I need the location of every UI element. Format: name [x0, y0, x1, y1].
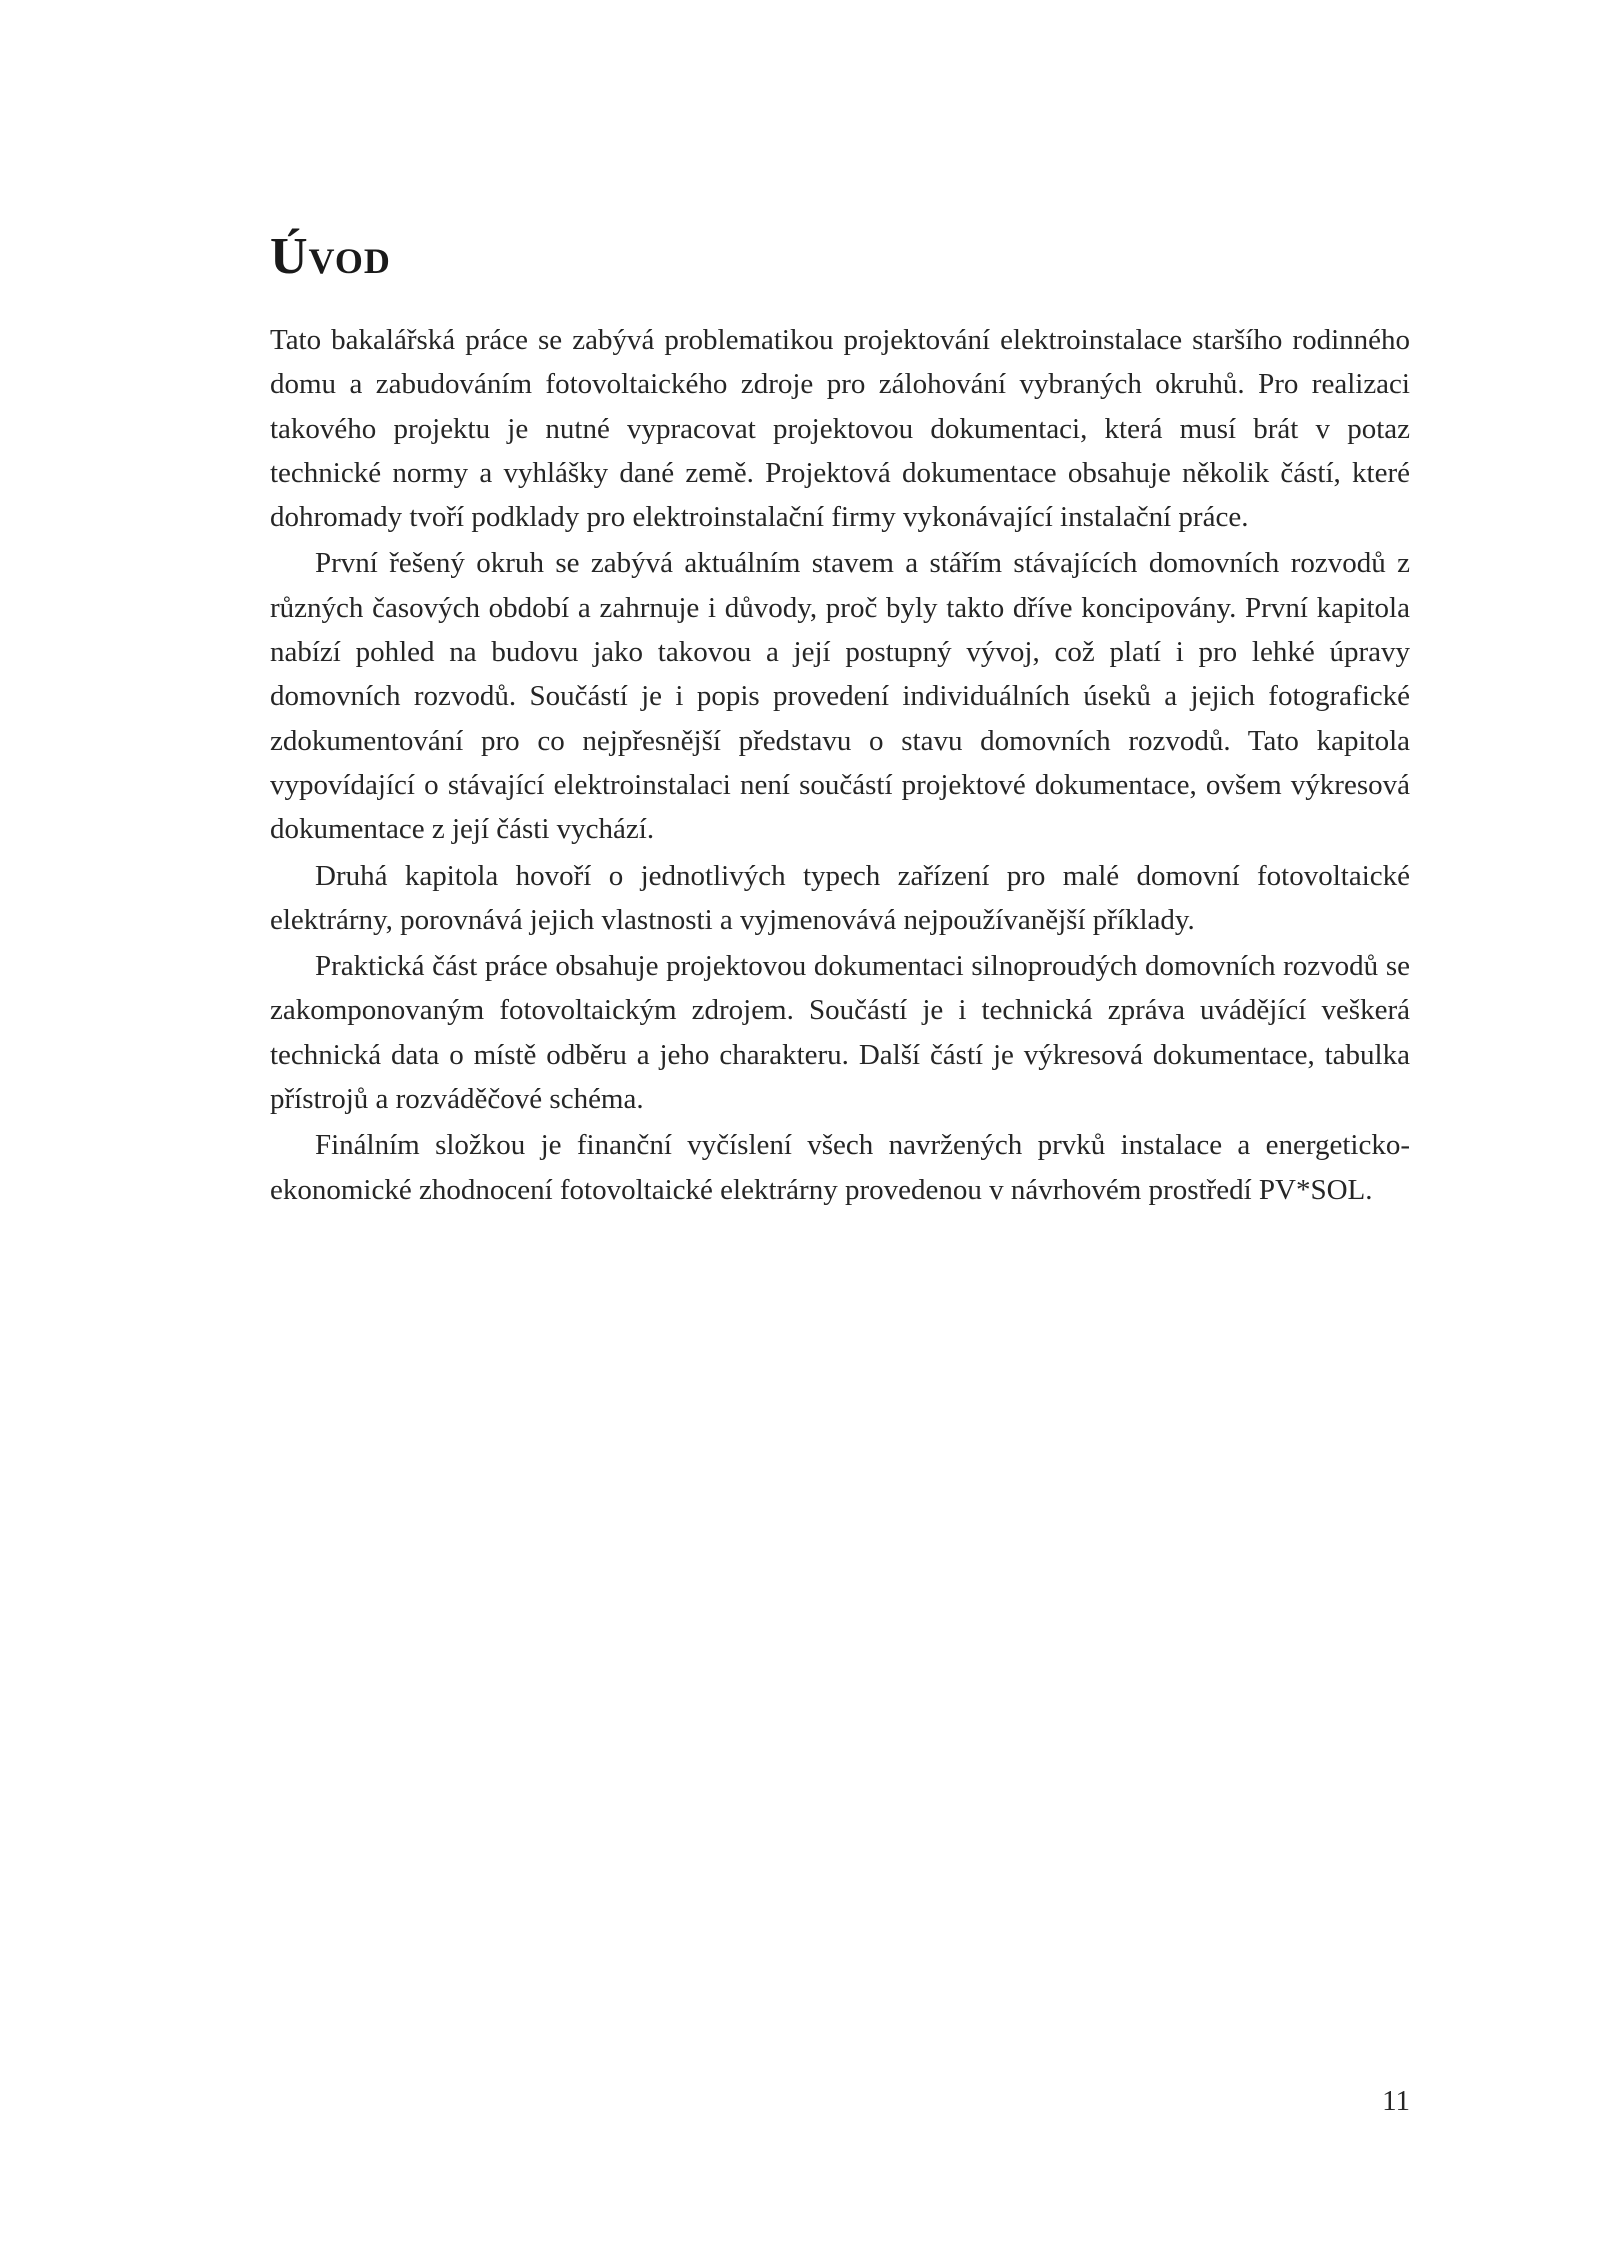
paragraph-4: Praktická část práce obsahuje projektovou dokumentaci silnoproudých domovních rozvodů se zakomponovaným fotovoltaickým zdrojem. Součástí je i technická zpráva uvádějící veškerá technická data o místě odběru a jeho charakteru. Další částí je výkresová dokumentace, tabulka přístrojů a rozváděčové schéma. — [270, 950, 1410, 1116]
paragraph-3: Druhá kapitola hovoří o jednotlivých typech zařízení pro malé domovní fotovoltaické elektrárny, porovnává jejich vlastnosti a vyjmenovává nejpoužívanější příklady. — [270, 859, 1410, 936]
page-title: Úvod — [270, 228, 391, 285]
paragraph-2: První řešený okruh se zabývá aktuálním stavem a stářím stávajících domovních rozvodů z různých časových období a zahrnuje i důvody, proč byly takto dříve koncipovány. První kapitola nabízí pohled na budovu jako takovou a její postupný vývoj, což platí i pro lehké úpravy domovních rozvodů. Součástí je i popis provedení individuálních úseků a jejich fotografické zdokumentování pro co nejpřesnější představu o stavu domovních rozvodů. Tato kapitola vypovídající o stávající elektroinstalaci není součástí projektové dokumentace, ovšem výkresová dokumentace z její části vychází. — [270, 547, 1410, 846]
page-number: 11 — [1382, 2085, 1410, 2117]
body-text — [270, 318, 1410, 1212]
paragraph-1: Tato bakalářská práce se zabývá problematikou projektování elektroinstalace staršího rodinného domu a zabudováním fotovoltaického zdroje pro zálohování vybraných okruhů. Pro realizaci takového projektu je nutné vypracovat projektovou dokumentaci, která musí brát v potaz technické normy a vyhlášky dané země. Projektová dokumentace obsahuje několik částí, které dohromady tvoří podklady pro elektroinstalační firmy vykonávající instalační práce. — [270, 324, 1410, 534]
paragraph-5: Finálním složkou je finanční vyčíslení všech navržených prvků instalace a energeticko-ekonomické zhodnocení fotovoltaické elektrárny provedenou v návrhovém prostředí PV*SOL. — [270, 1129, 1410, 1206]
